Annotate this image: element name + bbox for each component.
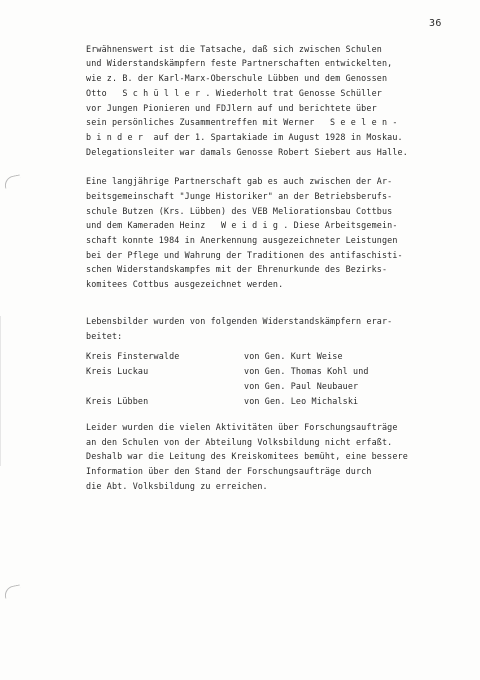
table-district: Kreis Lübben	[86, 396, 149, 406]
paragraph-2-line-8: komitees Cottbus ausgezeichnet werden.	[86, 279, 284, 289]
paragraph-2-line-2: beitsgemeinschaft "Junge Historiker" an der Betriebsberufs-	[86, 191, 393, 201]
table-person: von Gen. Paul Neubauer	[244, 381, 359, 391]
paragraph-2-line-3: schule Butzen (Krs. Lübben) des VEB Meliorationsbau Cottbus	[86, 206, 393, 216]
paragraph-5-line-2: an den Schulen von der Abteilung Volksbildung nicht erfaßt.	[86, 437, 393, 447]
paragraph-2-line-4: und dem Kameraden Heinz W e i d i g . Diese Arbeitsgemein-	[86, 220, 398, 230]
table-person: von Gen. Leo Michalski	[244, 396, 359, 406]
paragraph-2-line-5: schaft konnte 1984 in Anerkennung ausgezeichneter Leistungen	[86, 235, 398, 245]
page-edge-shadow	[0, 316, 1, 466]
page-number: 36	[429, 18, 442, 29]
paragraph-1-line-4: Otto S c h ü l l e r . Wiederholt trat Genosse Schüller	[86, 88, 382, 98]
table-district: Kreis Luckau	[86, 366, 149, 376]
paragraph-5-line-3: Deshalb war die Leitung des Kreiskomitees bemüht, eine bessere	[86, 451, 408, 461]
paragraph-5-line-5: die Abt. Volksbildung zu erreichen.	[86, 481, 268, 491]
paragraph-1-line-8: Delegationsleiter war damals Genosse Robert Siebert aus Halle.	[86, 147, 408, 157]
paragraph-5-line-1: Leider wurden die vielen Aktivitäten über Forschungsaufträge	[86, 422, 398, 432]
punch-hole-mark	[3, 584, 22, 598]
table-district: Kreis Finsterwalde	[86, 351, 180, 361]
paragraph-2-line-7: schen Widerstandskampfes mit der Ehrenurkunde des Bezirks-	[86, 264, 388, 274]
table-person: von Gen. Thomas Kohl und	[244, 366, 369, 376]
paragraph-1-line-7: b i n d e r auf der 1. Spartakiade im August 1928 in Moskau.	[86, 132, 403, 142]
paragraph-1-line-3: wie z. B. der Karl-Marx-Oberschule Lübben und dem Genossen	[86, 73, 388, 83]
paragraph-1-line-1: Erwähnenswert ist die Tatsache, daß sich zwischen Schulen	[86, 44, 382, 54]
paragraph-3-line-2: beitet:	[86, 331, 123, 341]
paragraph-2-line-1: Eine langjährige Partnerschaft gab es auch zwischen der Ar-	[86, 176, 393, 186]
paragraph-1-line-6: sein persönliches Zusammentreffen mit Werner S e e l e n -	[86, 117, 398, 127]
paragraph-1-line-2: und Widerstandskämpfern feste Partnerschaften entwickelten,	[86, 58, 393, 68]
punch-hole-mark	[3, 174, 22, 188]
paragraph-5-line-4: Information über den Stand der Forschungsaufträge durch	[86, 466, 372, 476]
paragraph-2-line-6: bei der Pflege und Wahrung der Traditionen des antifaschisti-	[86, 250, 403, 260]
paragraph-1-line-5: vor Jungen Pionieren und FDJlern auf und berichtete über	[86, 103, 377, 113]
table-person: von Gen. Kurt Weise	[244, 351, 343, 361]
paragraph-3-line-1: Lebensbilder wurden von folgenden Widerstandskämpfern erar-	[86, 316, 393, 326]
